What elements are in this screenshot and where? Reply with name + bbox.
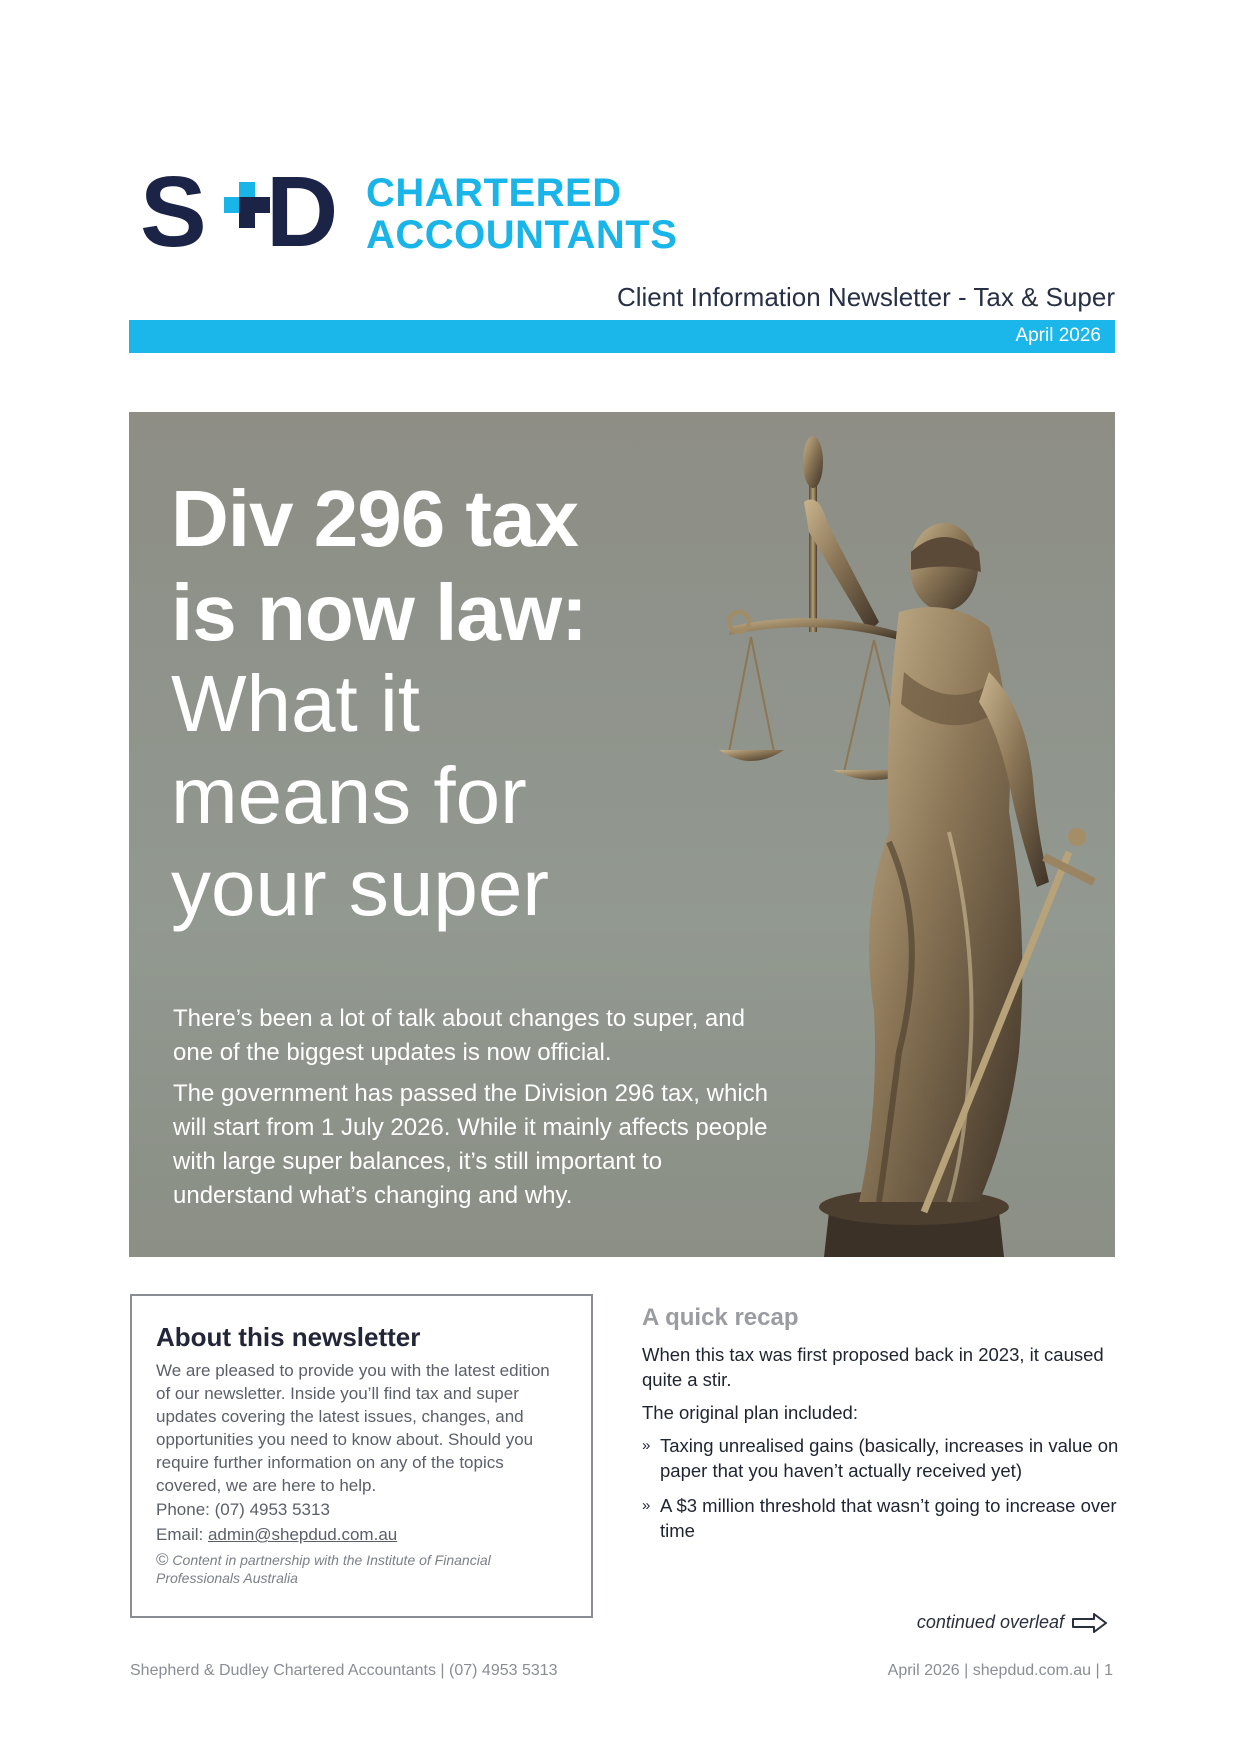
arrow-right-icon <box>1072 1613 1108 1633</box>
quick-recap-section <box>642 1304 1122 1553</box>
logo-wordmark <box>366 172 677 256</box>
hero-headline-line: your super <box>171 843 549 932</box>
recap-lead: The original plan included: <box>642 1402 858 1423</box>
hero-paragraph: The government has passed the Division 296 tax, which will start from 1 July 2026. While it mainly affects people with large super balances, it’s still important to understand what’s changing and why. <box>173 1080 768 1209</box>
hero-intro <box>173 1002 783 1220</box>
continued-text: continued overleaf <box>916 1612 1064 1632</box>
hero-headline-bold <box>171 472 587 660</box>
phone-label: Phone: <box>156 1500 215 1519</box>
hero-headline-line: means for <box>171 751 527 840</box>
bullet-icon: » <box>642 1497 651 1514</box>
list-item <box>642 1433 1122 1483</box>
hero-headline-line: What it <box>171 659 420 748</box>
hero-headline-line: Div 296 tax <box>171 474 579 563</box>
about-heading: About this newsletter <box>156 1322 421 1352</box>
logo-line-2: ACCOUNTANTS <box>366 213 678 257</box>
bullet-icon: » <box>642 1437 651 1454</box>
recap-list <box>642 1433 1122 1543</box>
list-item-text: A $3 million threshold that wasn’t going to increase over time <box>660 1495 1117 1541</box>
list-item-text: Taxing unrealised gains (basically, increases in value on paper that you haven’t actually received yet) <box>660 1435 1119 1481</box>
about-phone <box>156 1497 567 1522</box>
issue-date: April 2026 <box>1015 325 1101 346</box>
recap-intro: When this tax was first proposed back in 2023, it caused quite a stir. <box>642 1344 1104 1390</box>
svg-text:S: S <box>140 166 203 256</box>
email-link[interactable]: admin@shepdud.com.au <box>207 1525 398 1544</box>
s-plus-d-logo-mark <box>140 166 350 256</box>
hero-banner <box>129 412 1115 1257</box>
hero-paragraph: There’s been a lot of talk about changes to super, and one of the biggest updates is now official. <box>173 1005 745 1066</box>
phone-number[interactable]: (07) 4953 5313 <box>214 1500 330 1519</box>
hero-headline-light <box>171 658 549 934</box>
copyright-icon: © <box>156 1550 169 1569</box>
hero-headline-line: is now law: <box>171 568 587 657</box>
email-label: Email: <box>156 1525 208 1544</box>
continued-overleaf <box>917 1612 1108 1633</box>
svg-text:D: D <box>266 166 339 256</box>
newsletter-title: Client Information Newsletter - Tax & Super <box>616 282 1115 312</box>
partnership-credit <box>156 1551 567 1587</box>
credit-text: Content in partnership with the Institute of Financial Professionals Australia <box>156 1552 491 1586</box>
footer-page-info: April 2026 | shepdud.com.au | 1 <box>887 1662 1113 1679</box>
recap-heading: A quick recap <box>642 1304 799 1331</box>
list-item <box>642 1493 1122 1543</box>
logo-line-1: CHARTERED <box>366 171 622 215</box>
about-body: We are pleased to provide you with the latest edition of our newsletter. Inside you’ll find tax and super updates covering the latest issues, changes, and opportunities you need to know about. Should you require further information on any of the topics covered, we are here to help. <box>156 1361 550 1495</box>
about-email <box>156 1522 567 1547</box>
about-newsletter-box <box>130 1294 593 1618</box>
header-bar <box>129 320 1115 353</box>
company-logo <box>140 166 680 256</box>
footer-firm-details: Shepherd & Dudley Chartered Accountants | (07) 4953 5313 <box>130 1662 558 1679</box>
